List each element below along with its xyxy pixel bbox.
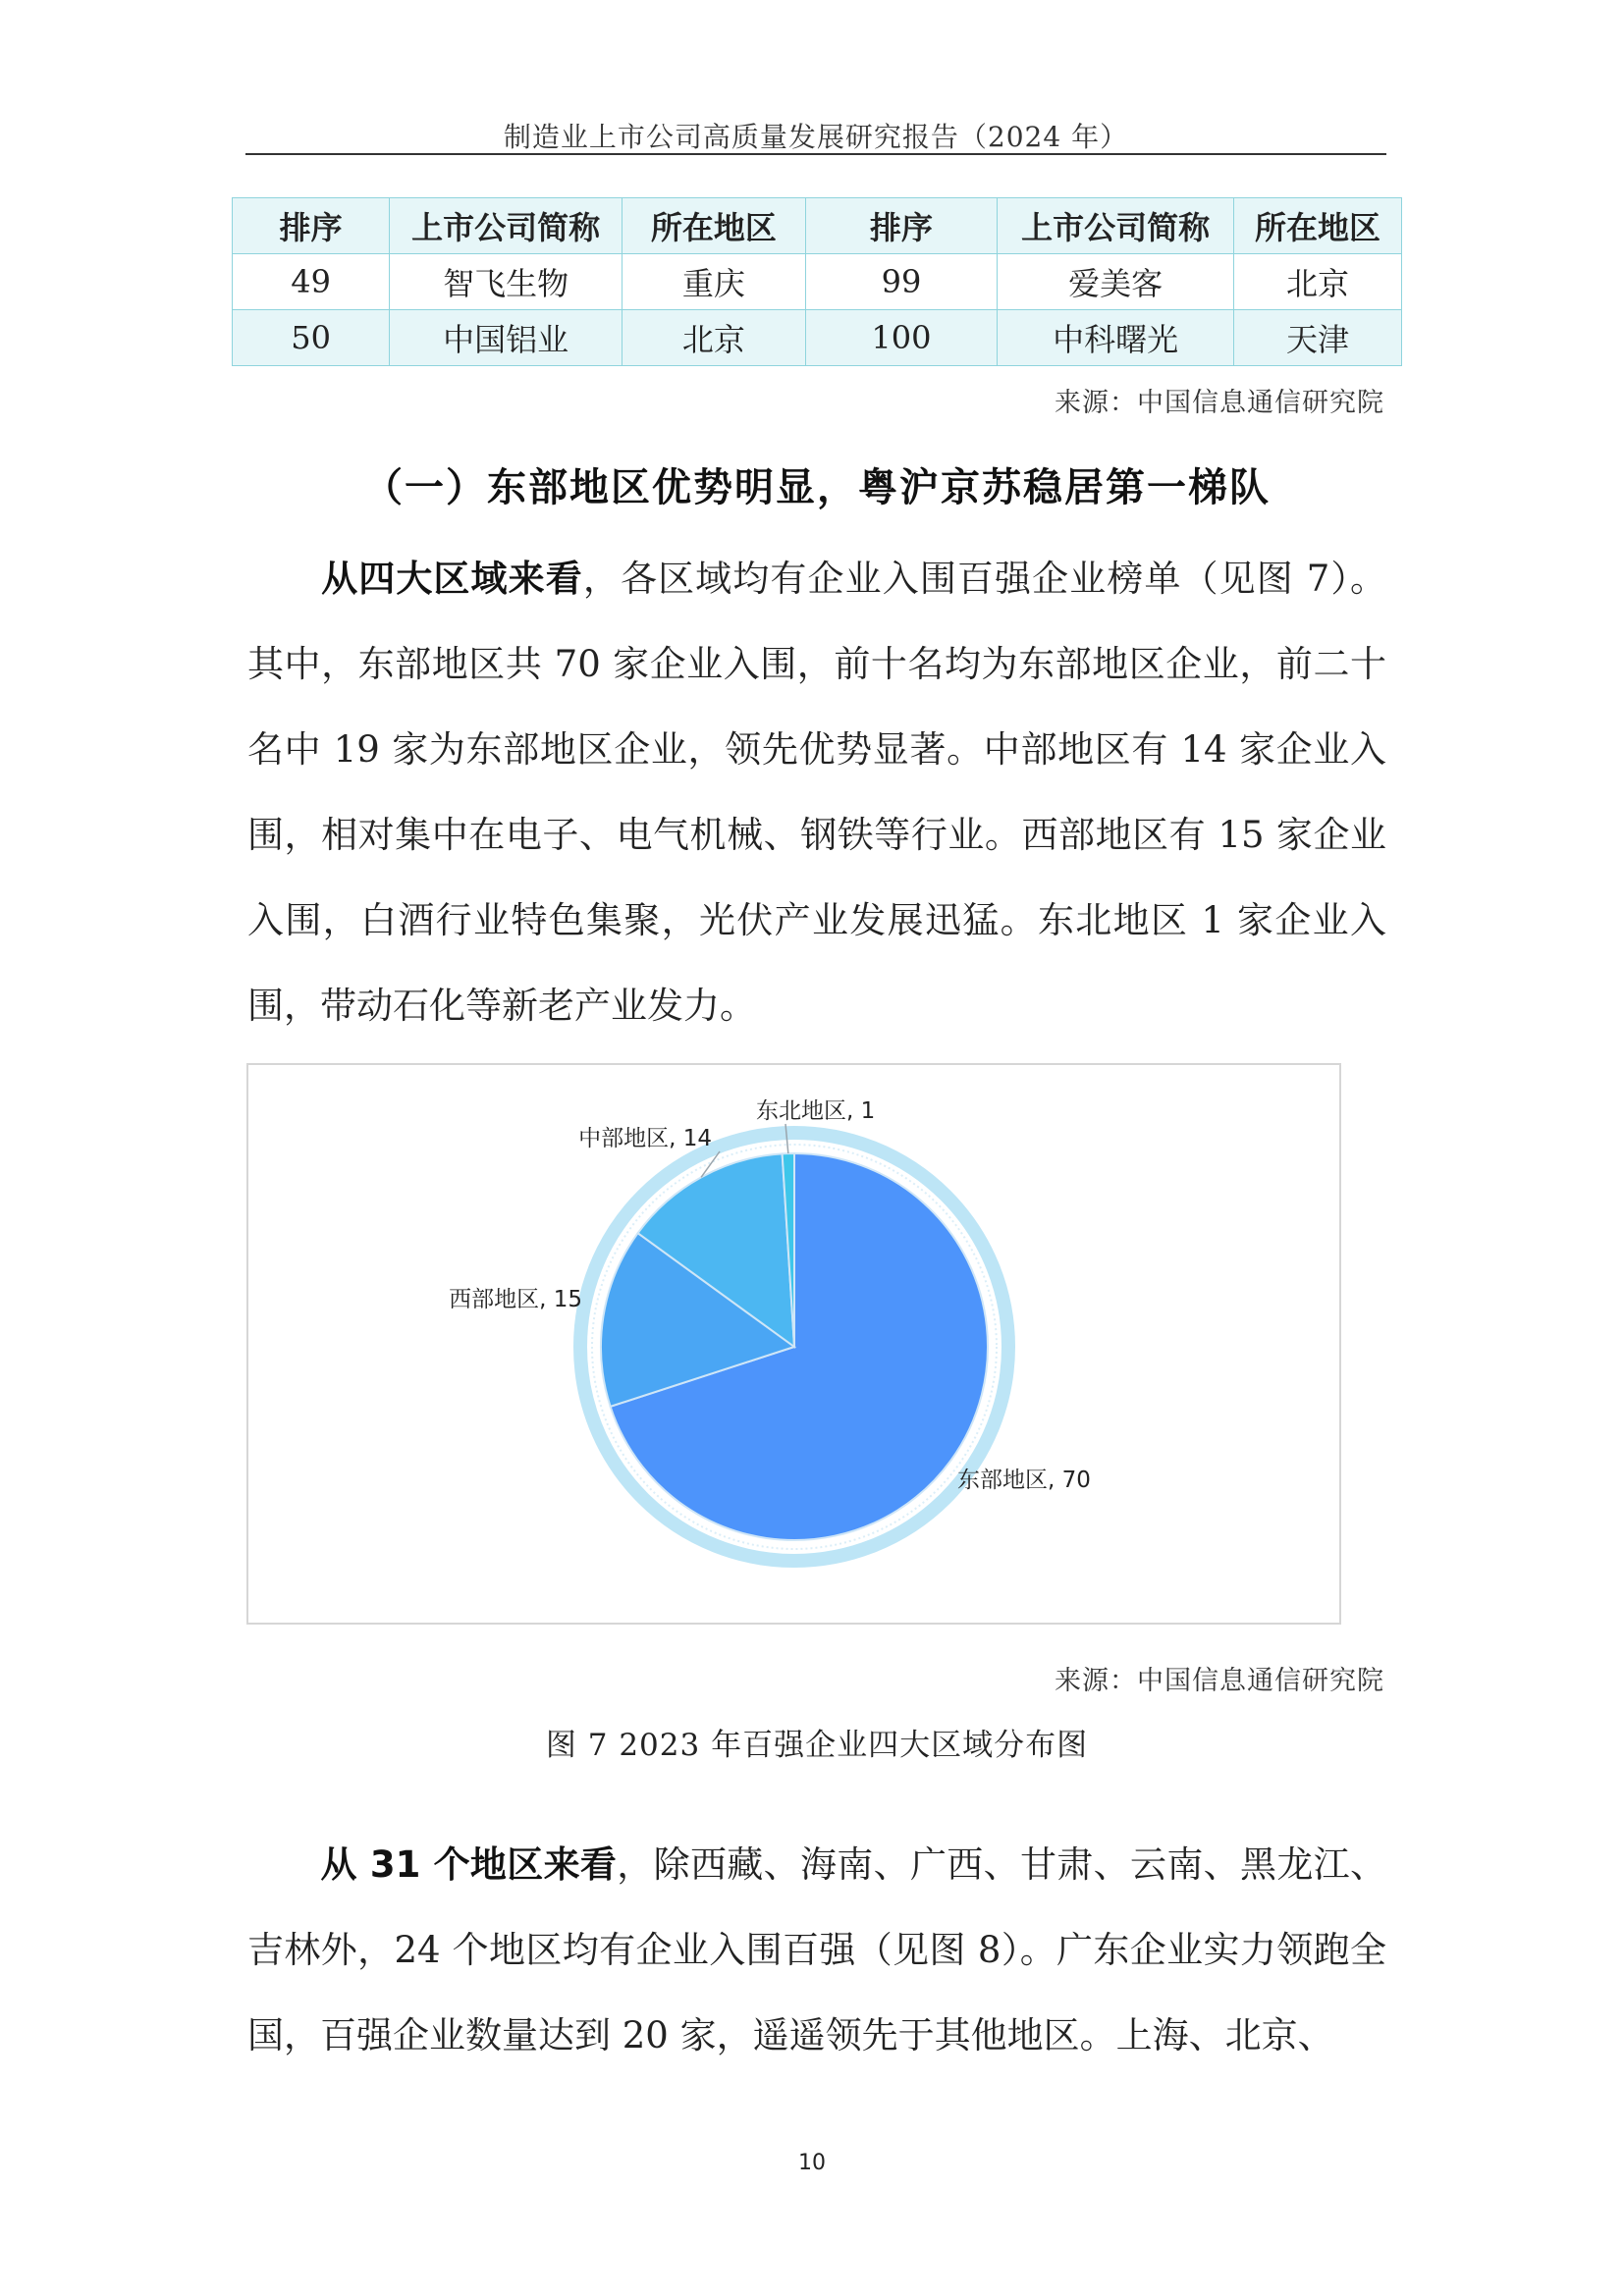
header-company: 上市公司简称 — [390, 198, 623, 254]
pie-label-2: 西部地区, 15 — [449, 1287, 582, 1312]
pie-chart — [248, 1065, 1339, 1623]
page-header: 制造业上市公司高质量发展研究报告（2024 年） — [503, 121, 1129, 153]
figure-caption: 图 7 2023 年百强企业四大区域分布图 — [545, 1728, 1089, 1763]
table-cell: 北京 — [1234, 254, 1402, 310]
header-region: 所在地区 — [622, 198, 805, 254]
table-cell: 50 — [233, 310, 390, 366]
table-row — [233, 310, 1402, 366]
paragraph-regions — [247, 536, 1386, 1048]
table-cell: 100 — [805, 310, 997, 366]
table-cell: 49 — [233, 254, 390, 310]
header-rank: 排序 — [233, 198, 390, 254]
table-row — [233, 254, 1402, 310]
table-cell: 中科曙光 — [998, 310, 1234, 366]
section-heading: （一）东部地区优势明显，粤沪京苏稳居第一梯队 — [363, 465, 1271, 510]
table-cell: 智飞生物 — [390, 254, 623, 310]
table-cell: 重庆 — [622, 254, 805, 310]
page-number: 10 — [798, 2151, 826, 2175]
table-source-note: 来源：中国信息通信研究院 — [1055, 388, 1384, 418]
header-company-2: 上市公司简称 — [998, 198, 1234, 254]
pie-label-1: 东部地区, 70 — [957, 1468, 1091, 1493]
paragraph-body: ，各区域均有企业入围百强企业榜单（见图 7）。其中，东部地区共 70 家企业入围，前十名均为东部地区企业，前二十名中 19 家为东部地区企业，领先优势显著。中部地区有 14 家企业入围，相对集中在电子、电气机械、钢铁等行业。西部地区有 15 家企业入围，白酒行业特色集聚，光伏产业发展迅猛。东北地区 1 家企业入围，带动石化等新老产业发力。 — [247, 558, 1386, 1027]
pie-chart-figure — [246, 1063, 1341, 1625]
table-cell: 爱美客 — [998, 254, 1234, 310]
figure-source-note: 来源：中国信息通信研究院 — [1055, 1666, 1384, 1696]
table-cell: 99 — [805, 254, 997, 310]
paragraph-body: ，除西藏、海南、广西、甘肃、云南、黑龙江、吉林外，24 个地区均有企业入围百强（见图 8）。广东企业实力领跑全国，百强企业数量达到 20 家，遥遥领先于其他地区。上海、北京、 — [247, 1843, 1386, 2056]
ranking-table — [232, 197, 1402, 366]
header-rank-2: 排序 — [805, 198, 997, 254]
pie-label-3: 中部地区, 14 — [578, 1126, 712, 1151]
table-header-row — [233, 198, 1402, 254]
table-cell: 中国铝业 — [390, 310, 623, 366]
header-divider — [245, 153, 1386, 155]
pie-label-4: 东北地区, 1 — [756, 1098, 876, 1124]
paragraph-provinces — [247, 1822, 1386, 2078]
paragraph-lead: 从 31 个地区来看 — [320, 1843, 618, 1886]
paragraph-lead: 从四大区域来看 — [320, 558, 583, 600]
header-region-2: 所在地区 — [1234, 198, 1402, 254]
table-cell: 北京 — [622, 310, 805, 366]
table-cell: 天津 — [1234, 310, 1402, 366]
